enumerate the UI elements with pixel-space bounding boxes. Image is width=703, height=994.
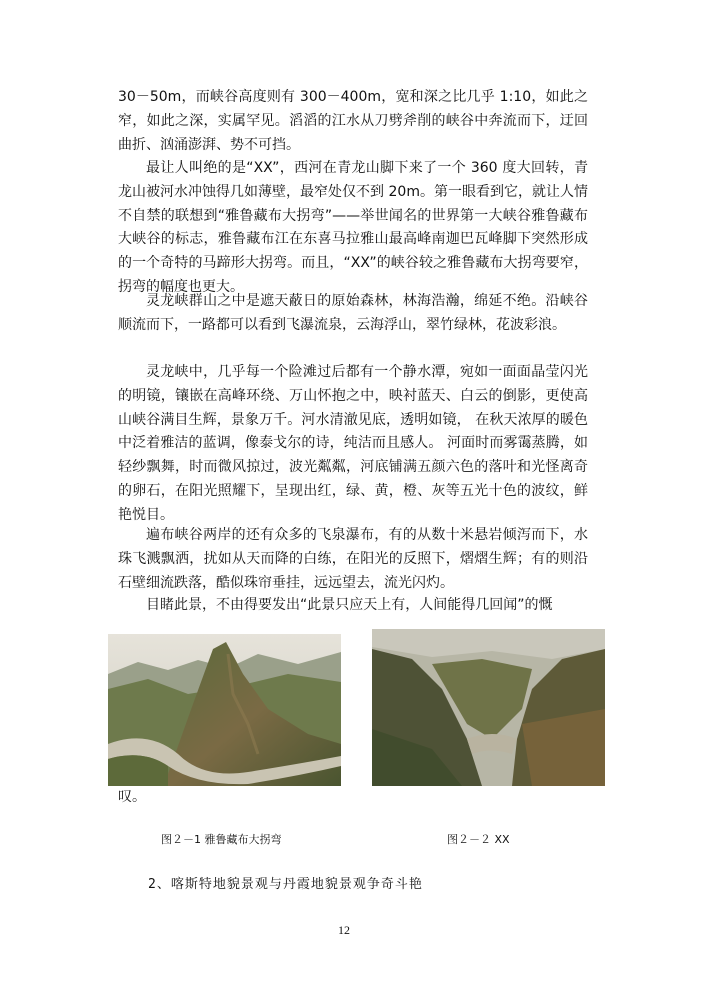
page-number: 12 [338, 923, 350, 937]
paragraph-6: 目睹此景，不由得要发出“此景只应天上有，人间能得几回闻”的慨 [146, 597, 553, 613]
photo-xx-gorge [372, 629, 605, 786]
paragraph-6-tail: 叹。 [118, 789, 146, 805]
paragraph-1: 30－50m，而峡谷高度则有 300－400m，宽和深之比几乎 1:10，如此之窄，如此之深，实属罕见。滔滔的江水从刀劈斧削的峡谷中奔流而下，迂回曲折、汹涌澎湃、势不可挡。 [118, 89, 588, 153]
paragraph-3: 灵龙峡群山之中是遮天蔽日的原始森林，林海浩瀚，绵延不绝。沿峡谷顺流而下，一路都可以看到飞瀑流泉，云海浮山，翠竹绿林，花波彩浪。 [118, 293, 588, 333]
paragraph-5: 遍布峡谷两岸的还有众多的飞泉瀑布，有的从数十米悬岩倾泻而下，水珠飞溅飘洒，扰如从天而降的白练，在阳光的反照下，熠熠生辉；有的则沿石壁细流跌落，酷似珠帘垂挂，远远望去，流光闪灼。 [118, 527, 588, 591]
paragraph-4: 灵龙峡中，几乎每一个险滩过后都有一个静水潭，宛如一面面晶莹闪光的明镜，镶嵌在高峰环绕、万山怀抱之中，映衬蓝天、白云的倒影，更使高山峡谷满目生辉，景象万千。河水清澈见底，透明如镜， 在秋天浓厚的暖色中泛着雅洁的蓝调，像泰戈尔的诗，纯洁而且感人。 河面时而雾霭蒸腾，如轻纱飘舞，时而微风掠过，波光粼粼，河底铺满五颜六色的落叶和光怪离奇的卵石，在阳光照耀下，呈现出红，绿、黄，橙、灰等五光十色的波纹，鲜艳悦目。 [118, 364, 588, 523]
photo-yarlung-bend [108, 634, 341, 786]
caption-figure-2-1: 图２－1 雅鲁藏布大拐弯 [161, 833, 282, 846]
section-heading: 2、喀斯特地貌景观与丹霞地貌景观争奇斗艳 [148, 877, 423, 892]
paragraph-2: 最让人叫绝的是“XX”，西河在青龙山脚下来了一个 360 度大回转，青龙山被河水冲蚀得几如薄壁，最窄处仅不到 20m。第一眼看到它，就让人情不自禁的联想到“雅鲁藏布大拐弯”——举世闻名的世界第一大峡谷雅鲁藏布大峡谷的标志，雅鲁藏布江在东喜马拉雅山最高峰南迦巴瓦峰脚下突然形成的一个奇特的马蹄形大拐弯。而且，“XX”的峡谷较之雅鲁藏布大拐弯要窄，拐弯的幅度也更大。 [118, 160, 588, 295]
caption-figure-2-2: 图２－２ XX [447, 833, 510, 846]
